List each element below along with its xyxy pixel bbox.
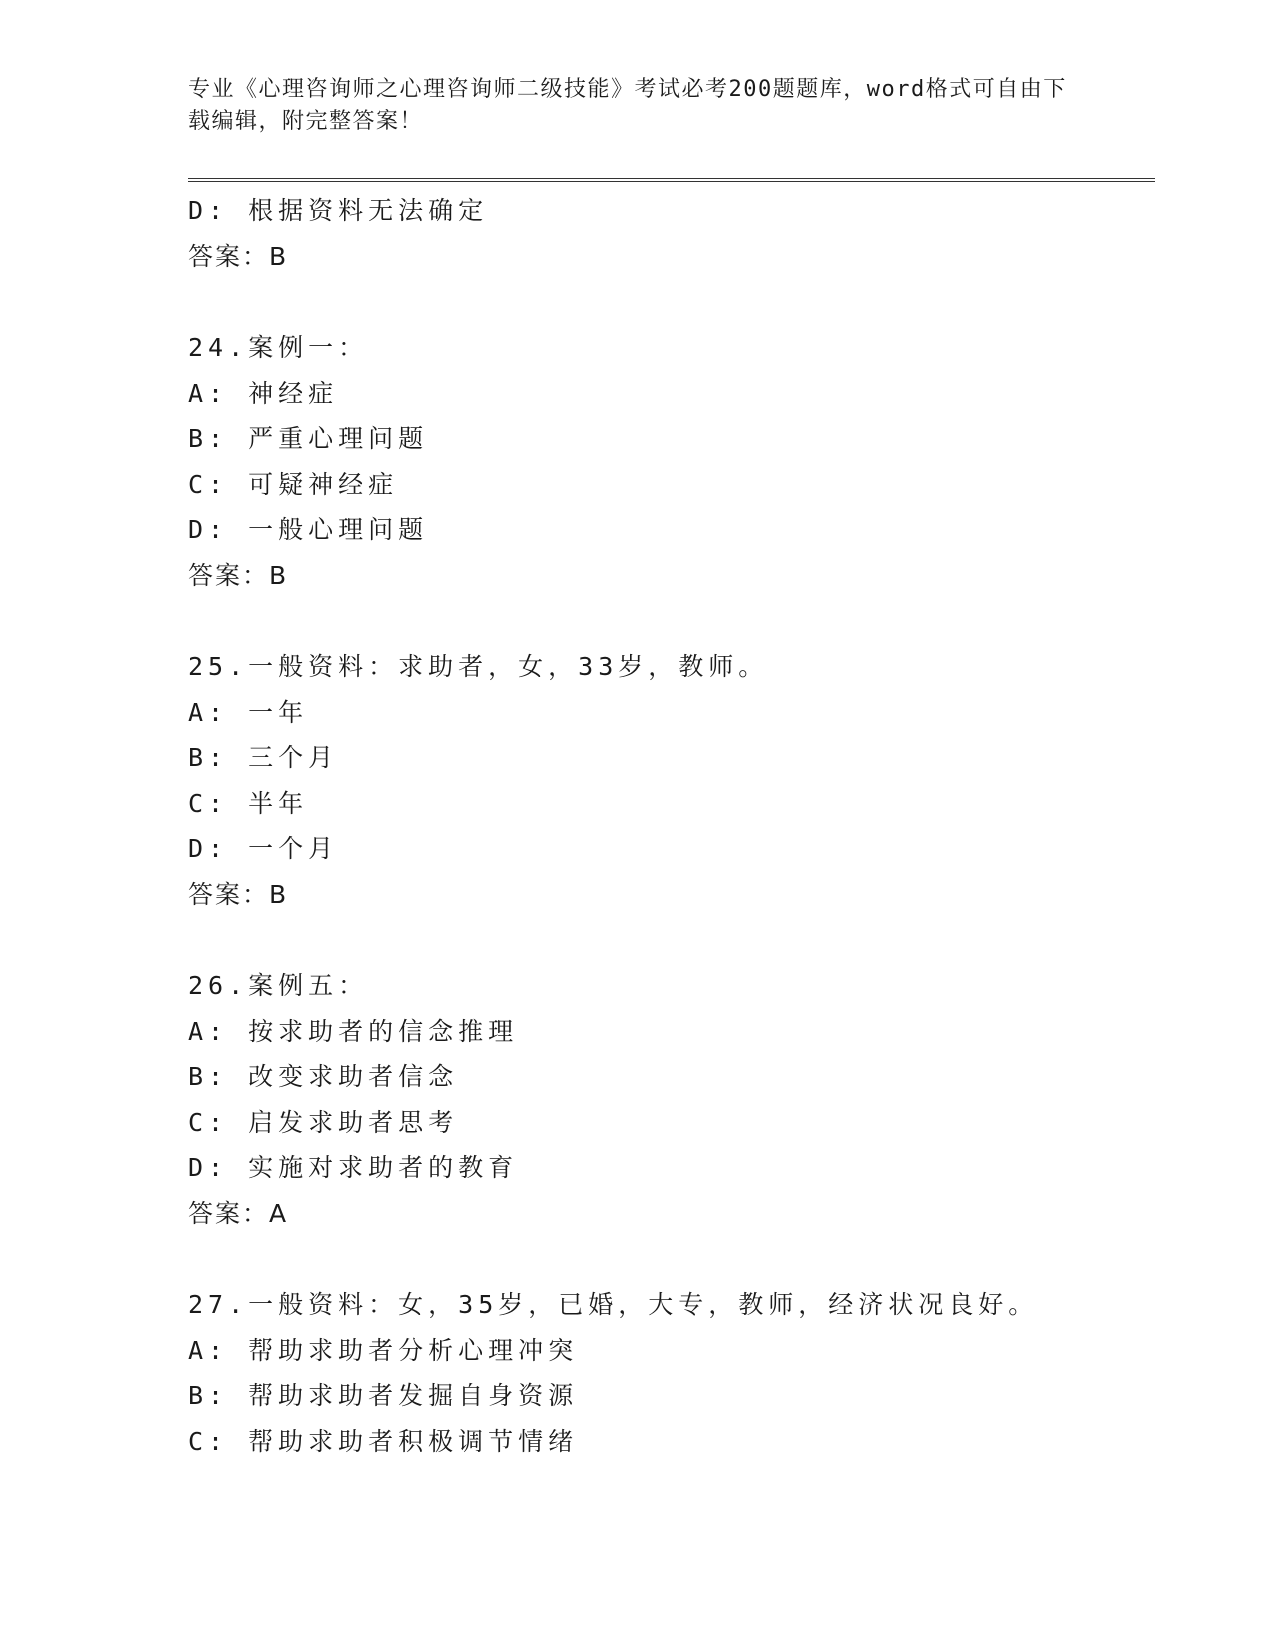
option-b: B: 帮助求助者发掘自身资源 [188,1381,579,1410]
option-d: D: 一个月 [188,834,339,863]
question-25: 25.一般资料：求助者，女，33岁，教师。 [188,652,769,681]
option-b: B: 三个月 [188,743,339,772]
question-list [188,188,1155,1464]
header-divider [188,178,1155,182]
question-27: 27.一般资料：女，35岁，已婚，大专，教师，经济状况良好。 [188,1290,1039,1319]
document-header: 专业《心理咨询师之心理咨询师二级技能》考试必考200题题库，word格式可自由下载编辑，附完整答案！ [188,77,1067,134]
option-c: C: 帮助求助者积极调节情绪 [188,1426,579,1456]
option-d: D: 实施对求助者的教育 [188,1153,519,1182]
answer-line: 答案：B [188,241,289,271]
option-c: C: 可疑神经症 [188,469,399,499]
option-d: D: 一般心理问题 [188,515,429,544]
option-a: A: 一年 [188,697,309,727]
option-a: A: 帮助求助者分析心理冲突 [188,1335,579,1365]
option-d: D: 根据资料无法确定 [188,196,489,225]
question-24: 24.案例一： [188,333,369,362]
answer-line: 答案：B [188,879,289,909]
option-b: B: 改变求助者信念 [188,1062,459,1091]
answer-line: 答案：A [188,1198,289,1228]
option-c: C: 半年 [188,788,309,818]
question-26: 26.案例五： [188,971,369,1000]
answer-line: 答案：B [188,560,289,590]
option-a: A: 按求助者的信念推理 [188,1016,519,1046]
option-b: B: 严重心理问题 [188,424,429,453]
option-c: C: 启发求助者思考 [188,1107,459,1137]
option-a: A: 神经症 [188,378,339,408]
